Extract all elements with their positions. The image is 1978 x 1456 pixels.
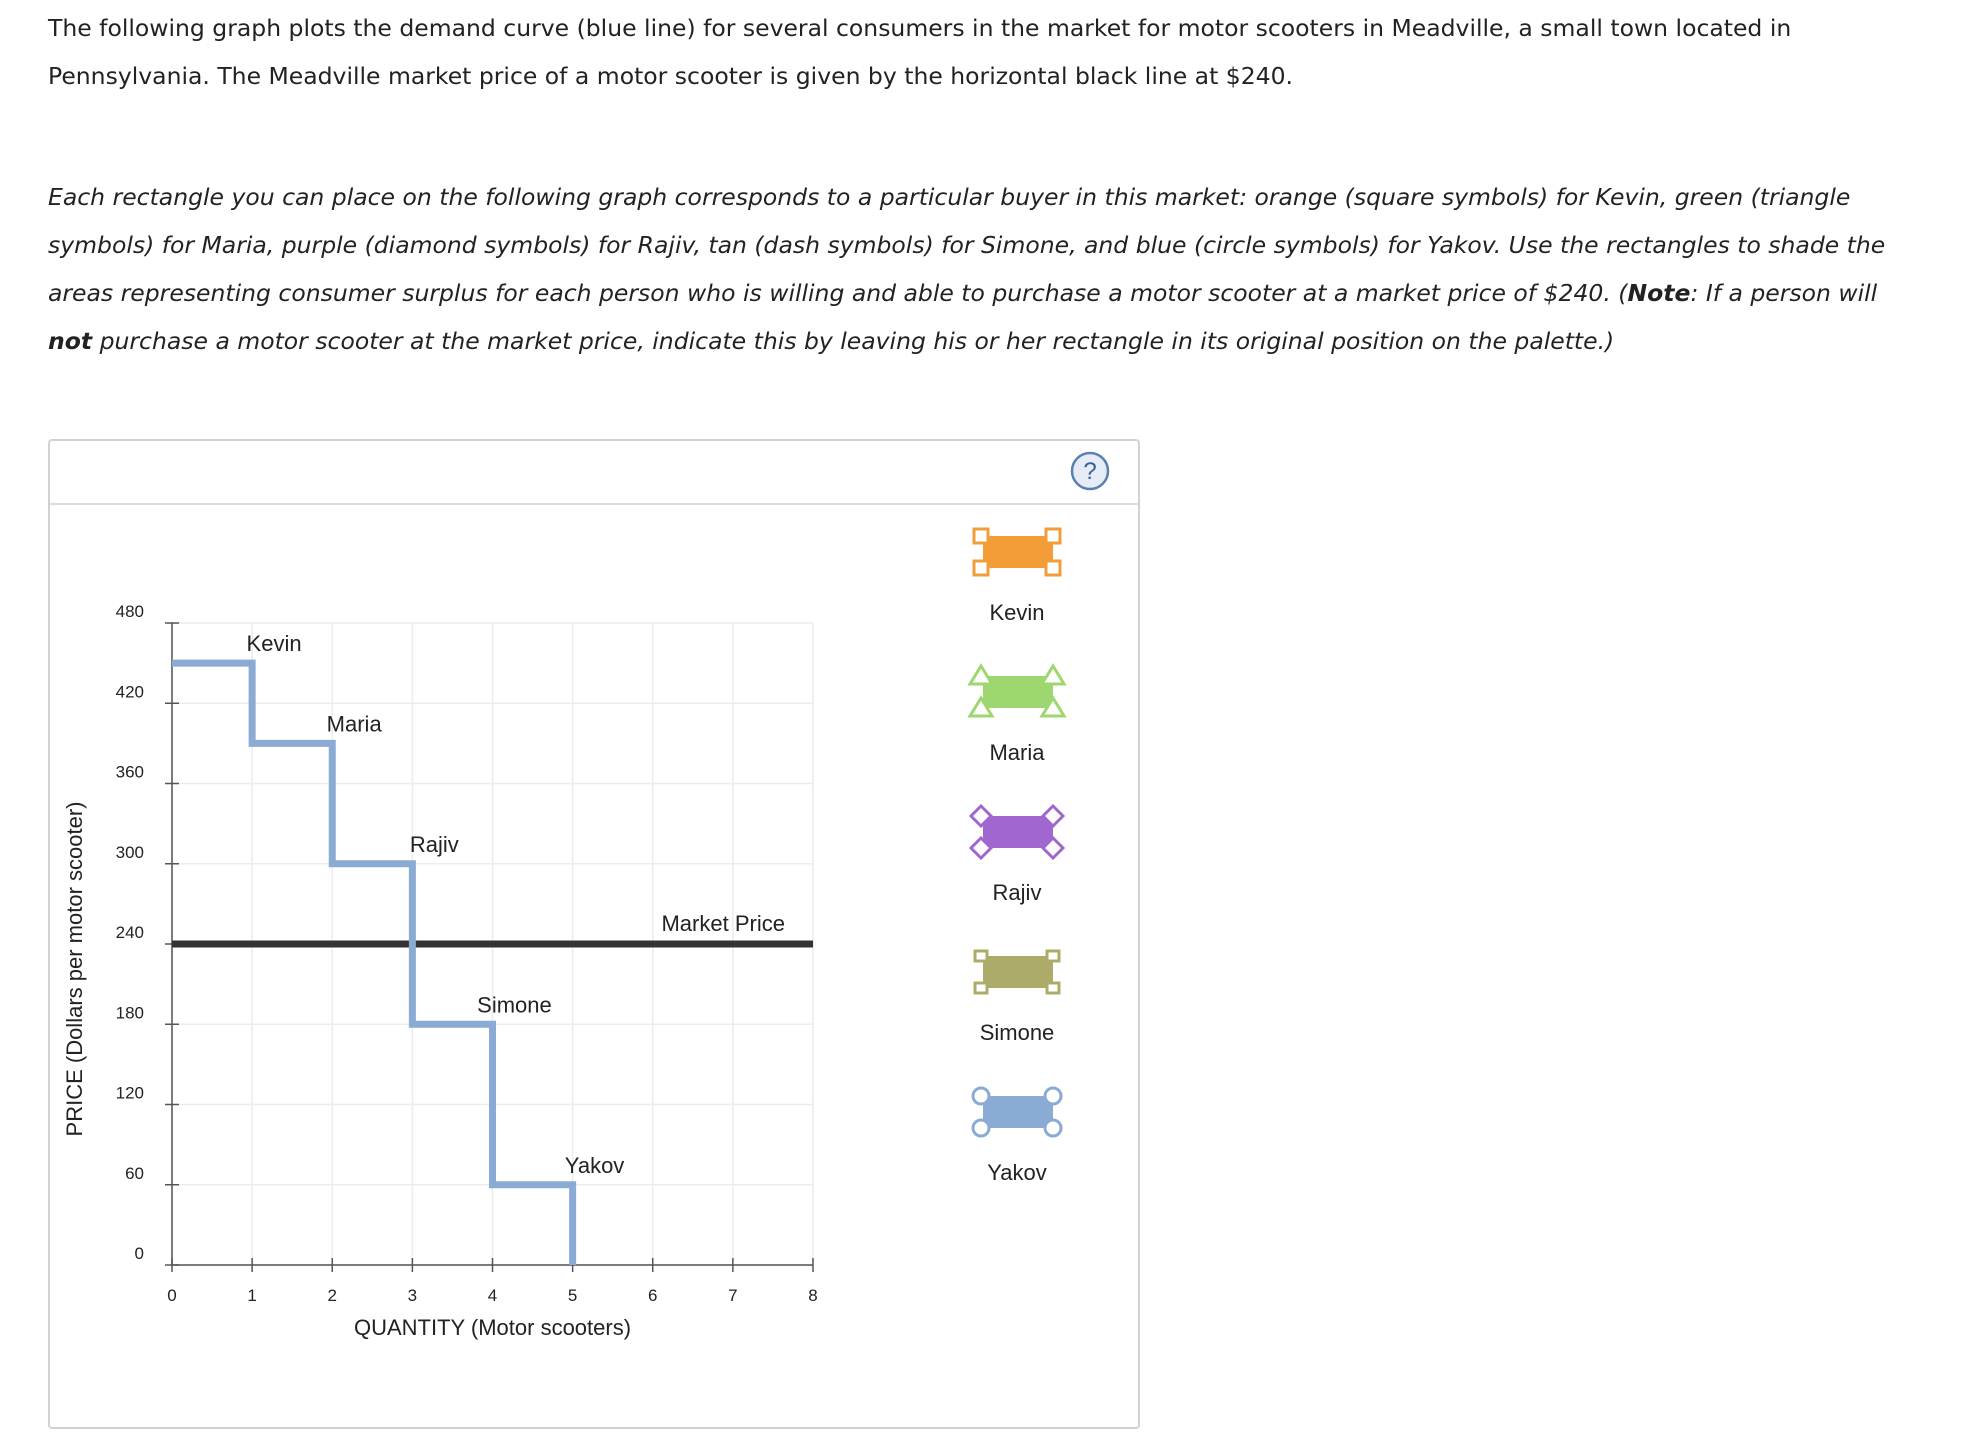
graph-labels bbox=[247, 631, 785, 1178]
y-axis-title: PRICE (Dollars per motor scooter) bbox=[62, 801, 87, 1137]
x-tick-label: 5 bbox=[567, 1286, 578, 1305]
consumer-label: Kevin bbox=[246, 631, 302, 657]
x-tick-label: 8 bbox=[808, 1286, 818, 1305]
palette-label: Yakov bbox=[987, 1160, 1047, 1185]
y-tick-label: 180 bbox=[115, 1003, 144, 1023]
consumer-label: Simone bbox=[477, 992, 552, 1018]
rectangle-fill bbox=[983, 816, 1053, 848]
kevin-rectangle[interactable] bbox=[974, 529, 1060, 625]
yakov-rectangle[interactable] bbox=[973, 1088, 1061, 1185]
consumer-label: Yakov bbox=[564, 1152, 625, 1178]
dash-handle-icon[interactable] bbox=[1047, 983, 1059, 993]
triangle-handle-icon[interactable] bbox=[1042, 666, 1064, 684]
square-handle-icon[interactable] bbox=[974, 561, 988, 575]
dash-handle-icon[interactable] bbox=[975, 951, 987, 961]
instructions-text bbox=[48, 173, 1928, 365]
consumer-label: Maria bbox=[326, 711, 382, 737]
demand-curve bbox=[172, 663, 573, 1265]
square-handle-icon[interactable] bbox=[974, 529, 988, 543]
palette-label: Maria bbox=[989, 740, 1045, 765]
simone-rectangle[interactable] bbox=[975, 951, 1059, 1045]
x-tick-label: 7 bbox=[728, 1286, 738, 1305]
instructions-part2: : If a person will bbox=[1690, 279, 1878, 307]
y-tick-label: 120 bbox=[115, 1083, 144, 1103]
x-tick-label: 1 bbox=[247, 1286, 257, 1305]
y-tick-label: 480 bbox=[115, 602, 144, 621]
instructions-part3: purchase a motor scooter at the market price, indicate this by leaving his or her rectangle in its original position on the palette.) bbox=[92, 327, 1615, 355]
x-axis-title: QUANTITY (Motor scooters) bbox=[353, 1315, 632, 1340]
dash-handle-icon[interactable] bbox=[975, 983, 987, 993]
y-tick-label: 420 bbox=[115, 682, 144, 702]
circle-handle-icon[interactable] bbox=[973, 1088, 989, 1104]
x-tick-label: 3 bbox=[407, 1286, 418, 1305]
consumer-label: Rajiv bbox=[409, 831, 459, 857]
rectangle-palette bbox=[970, 529, 1064, 1185]
note-label: Note bbox=[1627, 279, 1691, 307]
circle-handle-icon[interactable] bbox=[1045, 1088, 1061, 1104]
y-tick-label: 240 bbox=[115, 923, 144, 942]
y-tick-label: 0 bbox=[134, 1244, 144, 1263]
palette-label: Simone bbox=[979, 1020, 1055, 1045]
circle-handle-icon[interactable] bbox=[973, 1120, 989, 1136]
svg-text:?: ? bbox=[1083, 458, 1097, 485]
rajiv-rectangle[interactable] bbox=[971, 806, 1063, 905]
y-tick-label: 60 bbox=[125, 1163, 144, 1183]
x-tick-label: 6 bbox=[648, 1286, 658, 1305]
instructions-part1: Each rectangle you can place on the following graph corresponds to a particular buyer in this market: orange (square symbols) for Kevin, green (triangle symbols) for Maria, purple (diamond symbols) for Rajiv, tan (dash symbols) for Simone, and blue (circle symbols) for Yakov. Use the rectangles to shade the areas representing consumer surplus for each person who is willing and able to purchase a motor scooter at a market price of $240. ( bbox=[48, 183, 1886, 307]
intro-text: The following graph plots the demand curve (blue line) for several consumers in the market for motor scooters in Meadville, a small town located in Pennsylvania. The Meadville market price of a motor scooter is given by the horizontal black line at $240. bbox=[48, 14, 1792, 90]
market-price-label: Market Price bbox=[661, 911, 785, 936]
rectangle-fill bbox=[983, 536, 1053, 568]
y-tick-label: 360 bbox=[115, 762, 144, 782]
rectangle-fill bbox=[983, 956, 1053, 988]
x-tick-label: 4 bbox=[487, 1286, 498, 1305]
rectangle-fill bbox=[983, 1096, 1053, 1128]
dash-handle-icon[interactable] bbox=[1047, 951, 1059, 961]
demand-curve-line bbox=[172, 663, 573, 1265]
palette-label: Rajiv bbox=[992, 880, 1042, 905]
x-tick-label: 0 bbox=[167, 1286, 177, 1305]
demand-graph bbox=[48, 439, 1136, 1425]
square-handle-icon[interactable] bbox=[1046, 561, 1060, 575]
x-tick-label: 2 bbox=[327, 1286, 337, 1305]
triangle-handle-icon[interactable] bbox=[970, 666, 992, 684]
circle-handle-icon[interactable] bbox=[1045, 1120, 1061, 1136]
square-handle-icon[interactable] bbox=[1046, 529, 1060, 543]
not-word: not bbox=[48, 327, 93, 355]
maria-rectangle[interactable] bbox=[970, 666, 1064, 765]
palette-label: Kevin bbox=[989, 600, 1045, 625]
axes bbox=[62, 602, 818, 1340]
y-tick-label: 300 bbox=[115, 842, 144, 862]
